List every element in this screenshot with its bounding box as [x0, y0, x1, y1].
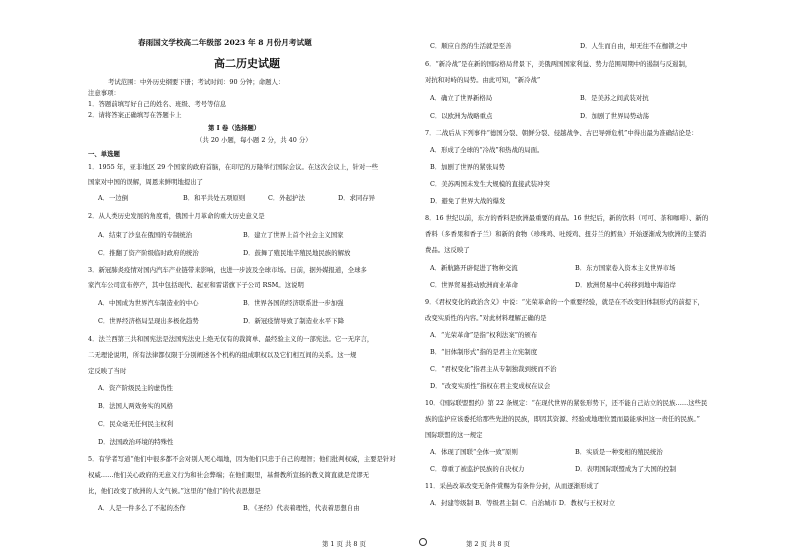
option: A．封建等级制 B．等级君主制 C．自治城市 D．教权与王权对立 — [430, 499, 616, 507]
exam-info: 考试范围：中外历史纲要下册；考试时间：90 分钟；命题人： — [108, 78, 285, 86]
option: D．法国政治环境的特殊性 — [98, 438, 174, 446]
option: A．中国成为世界汽车制造业的中心 — [98, 299, 199, 307]
option: D．人生而自由，却无往不在枷锁之中 — [580, 42, 688, 50]
question-text: 家汽车公司宣布停产，其中包括现代、起亚和雷诺旗下子公司 RSM。这说明 — [88, 281, 304, 289]
volume-title: 第 I 卷（选择题） — [208, 124, 261, 132]
option: D．表明国际联盟成为了大国的控制 — [575, 465, 676, 473]
option: B．东方国家卷入资本主义世界市场 — [575, 264, 676, 272]
option: C．“君权变化”指君主从专制独裁到统而不治 — [430, 365, 557, 373]
question-text: 国际联盟的这一规定 — [425, 431, 483, 439]
question-text: 9．《君权变化的政治含义》中说：“光荣革命的一个重要经验，就是在不改变旧体制形式的前提下， — [425, 298, 704, 306]
option: B．“旧体制形式”指的是君主立宪制度 — [430, 348, 538, 356]
option: D．加剧了世界局势动荡 — [580, 112, 650, 120]
option: B．建立了世界上首个社会主义国家 — [243, 231, 344, 239]
option: A．结束了沙皇在俄国的专制统治 — [98, 231, 193, 239]
option: C．顺应自然的生活就是至善 — [430, 42, 512, 50]
option: C．民众毫无任何民主权利 — [98, 420, 174, 428]
question-text: 对抗和对峙的局势。由此可知，“新冷战” — [425, 76, 541, 84]
option: D．欧洲贸易中心转移到地中海沿岸 — [575, 281, 676, 289]
question-text: 6．“新冷战”是在新的国际格局背景下，美俄两国国家利益、势力范围周期中的遏制与反遏制， — [425, 60, 692, 68]
option: C．尊重了被监护民族的自决权力 — [430, 465, 525, 473]
option: A．确立了世界新格局 — [430, 94, 493, 102]
question-text: 香料（多香果和香子兰）和新的食物（珍珠鸡、吐绶鸡、扭芬兰的鳕鱼）开始逐渐成为欧洲的主要消 — [425, 230, 707, 238]
question-text: 费品。这反映了 — [425, 246, 470, 254]
question-text: 国家对中国的误解，周恩来鲜明地提出了 — [88, 178, 204, 186]
option: C．世界经济格局呈现出多极化趋势 — [98, 317, 199, 325]
question-text: 7．二战后从下列事件“德国分裂、朝鲜分裂、侵越战争、古巴导弹危机”中得出最为准确结论是： — [425, 129, 698, 137]
option: A．“光荣革命”是指“权利法案”的颁布 — [430, 331, 538, 339]
question-text: 定反映了当时 — [88, 367, 127, 375]
question-text: 2．从人类历史发展的角度看，俄国十月革命的重大历史意义是 — [88, 212, 265, 220]
option: B．是美苏之间武装对抗 — [580, 94, 649, 102]
option: A．一边倒 — [98, 194, 129, 202]
exam-title: 春雨国文学校高二年级部 2023 年 8 月份月考试题 — [138, 38, 312, 47]
option: A．新航路开辟促进了物种交流 — [430, 264, 518, 272]
option: C．外起护法 — [268, 194, 305, 202]
option: C．以欧洲为战略重点 — [430, 112, 493, 120]
question-text: 8．16 世纪以前，东方的香料是欧洲最重要的商品。16 世纪后，新的饮料（可可、茶和咖啡）、新的 — [425, 214, 709, 222]
question-text: 10．《国际联盟盟约》第 22 条规定：“在现代世界的紧张形势下，还不能自己站立的民族……这些民 — [425, 399, 708, 407]
option: C．推翻了资产阶级临时政府的统治 — [98, 249, 199, 257]
option: D．“改变实质性”指权在君主变成权在议会 — [430, 382, 551, 390]
option: A．人是一件多么了不起的杰作 — [98, 504, 186, 512]
option: B．和平共处五项原则 — [183, 194, 246, 202]
option: A．资产阶级民主的虚伪性 — [98, 384, 173, 392]
page-footer-left: 第 1 页 共 8 页 — [322, 540, 366, 548]
option: D．求同存异 — [338, 194, 376, 202]
center-circle-icon — [419, 538, 427, 546]
question-text: 4．法兰西第三共和国宪法是法国宪法史上绝无仅有的裁简单、最经验主义的一部宪法。它一无序言， — [88, 335, 374, 343]
option: B．法国人两效务实的风格 — [98, 402, 173, 410]
option: D．避免了世界大战的爆发 — [430, 197, 506, 205]
question-text: 5．有学者写道“他们中很多都不会对别人死心塌地，因为他们只忠于自己的理智；他们批判权威，主要是针对 — [88, 455, 396, 463]
question-text: 比，他们改变了欧洲的人文气候。”这里的“他们”的代表思想是 — [88, 487, 261, 495]
section-heading: 一、单选题 — [88, 150, 120, 158]
question-text: 族的监护应该委托给那些先进的民族，即因其资源、经验或地理位置而最能承担这一责任的民族。” — [425, 415, 700, 423]
option: D．新冠疫情导致了制造业水平下降 — [243, 317, 344, 325]
option: D．鼓舞了殖民地半殖民地民族的解放 — [243, 249, 351, 257]
option: B．《圣经》代表着理性，代表着思想自由 — [243, 504, 360, 512]
paper-title: 高二历史试题 — [214, 57, 280, 70]
question-text: 改变实质性的内容。”对此材料理解正确的是 — [425, 314, 547, 322]
option: C．世界贸易推动欧洲商业革命 — [430, 281, 518, 289]
option: B．世界各国的经济联系进一步加强 — [243, 299, 344, 307]
option: B．实质是一种变相的殖民统治 — [575, 448, 663, 456]
question-text: 权威……他们关心政府的无意义行为和社会弊端；在他们眼里，基督教所宣扬的教义简直就是荒谬无 — [88, 471, 370, 479]
volume-subtitle: （共 20 小题，每小题 2 分，共 40 分） — [196, 136, 312, 144]
notice-item: 1．答题前填写好自己的姓名、班级、考号等信息 — [88, 100, 227, 108]
question-text: 1．1955 年，亚非地区 29 个国家的政府首脑，在印尼的万隆举行国际会议。在这次会议上，针对一些 — [88, 163, 379, 171]
option: C．美苏两国未发生大规模的直接武装冲突 — [430, 180, 550, 188]
option: A．形成了全球的“冷战”和热战的局面。 — [430, 146, 544, 154]
question-text: 11．采邑改革改变无条件赏赐为有条件分封，从而逐渐形成了 — [425, 482, 600, 490]
option: A．体现了国联“全体一致”原则 — [430, 448, 518, 456]
question-text: 二无理论说明，所有法律都仅限于分别阐述各个机构的组成职权以及它们相互间的关系。这一规 — [88, 351, 357, 359]
notice-heading: 注意事项： — [88, 89, 120, 97]
page-footer-right: 第 2 页 共 8 页 — [466, 540, 510, 548]
notice-item: 2．请将答案正确填写在答题卡上 — [88, 111, 182, 119]
question-text: 3．新冠肺炎疫情对国内汽车产业链带来影响，也进一步波及全球市场。日前，据外媒报道，全球多 — [88, 266, 367, 274]
option: B．加剧了世界的紧张局势 — [430, 163, 505, 171]
